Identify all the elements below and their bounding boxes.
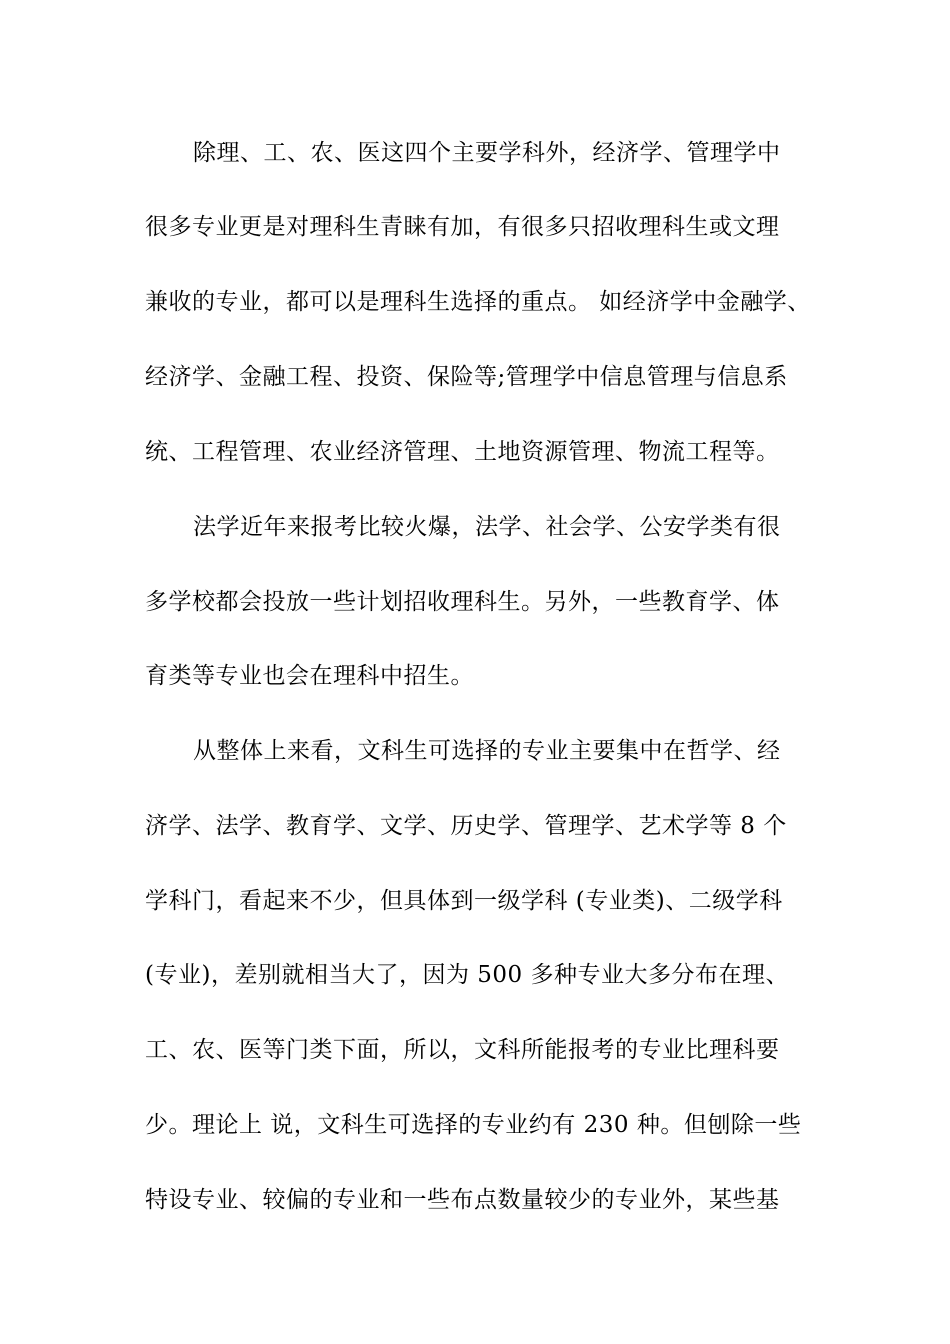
paragraph-3-line-5: 工、农、医等门类下面，所以，文科所能报考的专业比理科要	[145, 1037, 780, 1063]
paragraph-3-line-2: 济学、法学、教育学、文学、历史学、管理学、艺术学等 8 个	[145, 813, 787, 839]
paragraph-2-line-3: 育类等专业也会在理科中招生。	[145, 663, 474, 689]
paragraph-3-line-4: (专业)，差别就相当大了，因为 500 多种专业大多分布在理、	[145, 962, 789, 988]
paragraph-1-line-4: 经济学、金融工程、投资、保险等;管理学中信息管理与信息系	[145, 364, 788, 390]
paragraph-3-line-3: 学科门，看起来不少，但具体到一级学科 (专业类)、二级学科	[145, 888, 783, 914]
paragraph-1-line-1: 除理、工、农、医这四个主要学科外，经济学、管理学中	[193, 140, 781, 166]
paragraph-1-line-5: 统、工程管理、农业经济管理、土地资源管理、物流工程等。	[145, 439, 780, 465]
paragraph-3-line-7: 特设专业、较偏的专业和一些布点数量较少的专业外，某些基	[145, 1187, 780, 1213]
paragraph-3-line-6: 少。理论上 说，文科生可选择的专业约有 230 种。但刨除一些	[145, 1112, 802, 1138]
paragraph-3-line-1: 从整体上来看，文科生可选择的专业主要集中在哲学、经	[193, 738, 781, 764]
paragraph-1-line-3: 兼收的专业，都可以是理科生选择的重点。 如经济学中金融学、	[145, 289, 811, 315]
paragraph-2-line-1: 法学近年来报考比较火爆，法学、社会学、公安学类有很	[193, 514, 781, 540]
paragraph-2-line-2: 多学校都会投放一些计划招收理科生。另外，一些教育学、体	[145, 589, 780, 615]
paragraph-1-line-2: 很多专业更是对理科生青睐有加，有很多只招收理科生或文理	[145, 214, 780, 240]
